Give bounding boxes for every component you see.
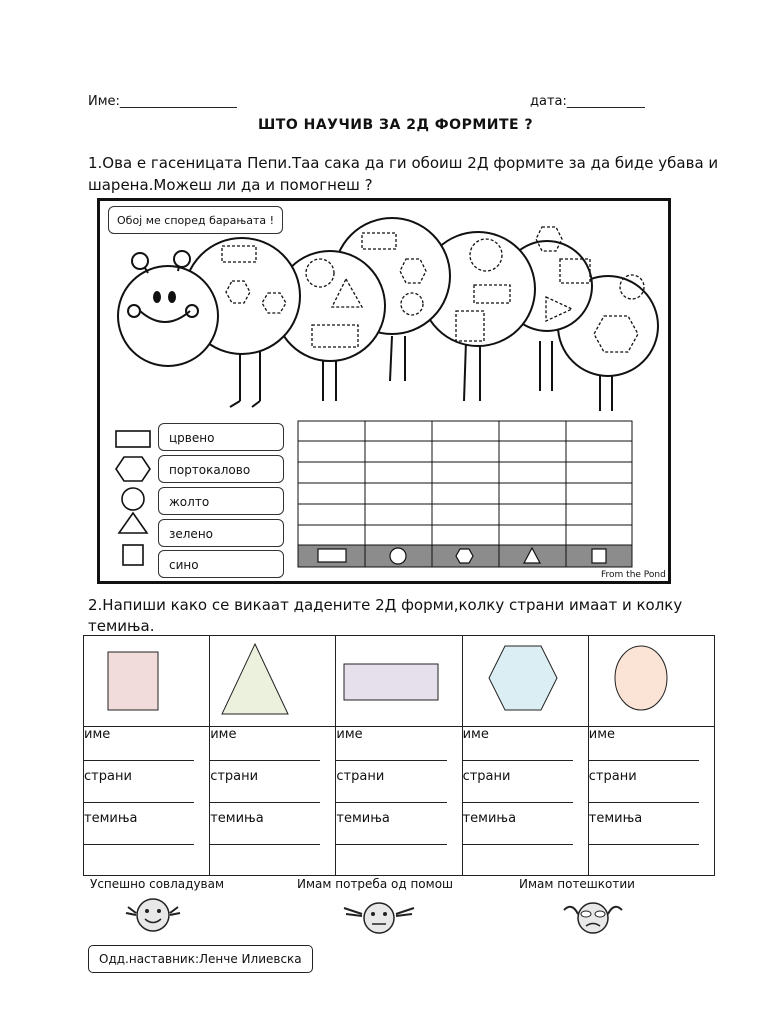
square-icon xyxy=(592,549,606,563)
vertices-label: темиња xyxy=(210,811,264,826)
legend-color-orange: портокалово xyxy=(158,455,284,483)
vertices-answer-line[interactable] xyxy=(336,830,446,845)
shape-row xyxy=(84,636,715,727)
vertices-label: темиња xyxy=(84,811,138,826)
self-assessment-label-help: Имам потреба од помош xyxy=(297,877,454,891)
caterpillar-legs xyxy=(230,331,612,411)
name-label: име xyxy=(588,727,616,742)
name-field-label: Име:__________________ xyxy=(88,94,237,109)
oval-icon xyxy=(615,646,667,710)
task2-instruction-line1: 2.Напиши како се викаат дадените 2Д форми,колку страни имаат и колку xyxy=(88,596,683,614)
credit-text: From the Pond xyxy=(601,570,666,580)
circle-icon xyxy=(122,488,144,510)
sides-label: страни xyxy=(210,769,259,784)
shape-cell xyxy=(336,636,462,727)
vertices-label: темиња xyxy=(588,811,643,826)
task2-instruction-line2: темиња. xyxy=(88,617,155,635)
sides-answer-line[interactable] xyxy=(589,788,699,803)
shape-cell xyxy=(210,636,336,727)
triangle-icon xyxy=(119,513,147,533)
shape-cell xyxy=(588,636,714,727)
hexagon-icon xyxy=(456,549,473,563)
vertices-answer-line[interactable] xyxy=(84,830,194,845)
name-label: име xyxy=(84,727,111,742)
self-assessment-label-success: Успешно совладувам xyxy=(90,877,225,891)
sides-answer-line[interactable] xyxy=(84,788,194,803)
rectangle-icon xyxy=(344,664,438,700)
sides-label: страни xyxy=(462,769,511,784)
rectangle-icon xyxy=(318,549,346,562)
rectangle-icon xyxy=(116,431,150,447)
vertices-answer-line[interactable] xyxy=(210,830,320,845)
legend-color-yellow: жолто xyxy=(158,487,284,515)
legend-color-blue: сино xyxy=(158,550,284,578)
answer-cell xyxy=(84,727,210,876)
shape-cell xyxy=(84,636,210,727)
name-label: име xyxy=(462,727,489,742)
answer-cell xyxy=(336,727,462,876)
legend-color-red: црвено xyxy=(158,423,284,451)
task1-instruction-line2: шарена.Можеш ли да и помогнеш ? xyxy=(88,176,373,194)
name-answer-line[interactable] xyxy=(589,746,699,761)
neutral-face-icon[interactable] xyxy=(342,896,416,938)
happy-face-icon[interactable] xyxy=(122,893,184,937)
confused-face-icon[interactable] xyxy=(560,896,626,938)
sides-label: страни xyxy=(588,769,637,784)
answer-cell xyxy=(210,727,336,876)
name-answer-line[interactable] xyxy=(336,746,446,761)
self-assessment-label-difficult: Имам потешкотии xyxy=(519,877,635,891)
sides-answer-line[interactable] xyxy=(463,788,573,803)
sides-answer-line[interactable] xyxy=(336,788,446,803)
caterpillar-illustration xyxy=(97,198,671,584)
speech-bubble: Обој ме според барањата ! xyxy=(108,206,283,234)
sides-answer-line[interactable] xyxy=(210,788,320,803)
hexagon-icon xyxy=(489,646,557,710)
answer-cell xyxy=(462,727,588,876)
sides-label: страни xyxy=(336,769,385,784)
hexagon-icon xyxy=(116,457,150,481)
vertices-answer-line[interactable] xyxy=(463,830,573,845)
teacher-name-box: Одд.наставник:Ленче Илиевска xyxy=(88,945,313,973)
triangle-icon xyxy=(222,644,288,714)
counting-grid xyxy=(296,419,634,569)
vertices-answer-line[interactable] xyxy=(589,830,699,845)
sides-label: страни xyxy=(84,769,132,784)
answer-row xyxy=(84,727,715,876)
date-field-label: дата:____________ xyxy=(530,94,645,109)
name-answer-line[interactable] xyxy=(210,746,320,761)
answer-cell xyxy=(588,727,714,876)
name-answer-line[interactable] xyxy=(84,746,194,761)
name-label: име xyxy=(336,727,363,742)
square-icon xyxy=(123,545,143,565)
task1-instruction-line1: 1.Ова е гасеницата Пепи.Таа сака да ги обоиш 2Д формите за да биде убава и xyxy=(88,154,719,172)
page-title: ШТО НАУЧИВ ЗА 2Д ФОРМИТЕ ? xyxy=(258,117,534,133)
shape-cell xyxy=(462,636,588,727)
square-icon xyxy=(108,652,158,710)
shapes-table xyxy=(83,635,715,876)
circle-icon xyxy=(390,548,406,564)
name-label: име xyxy=(210,727,237,742)
vertices-label: темиња xyxy=(462,811,517,826)
legend-color-green: зелено xyxy=(158,519,284,547)
name-answer-line[interactable] xyxy=(463,746,573,761)
vertices-label: темиња xyxy=(336,811,390,826)
